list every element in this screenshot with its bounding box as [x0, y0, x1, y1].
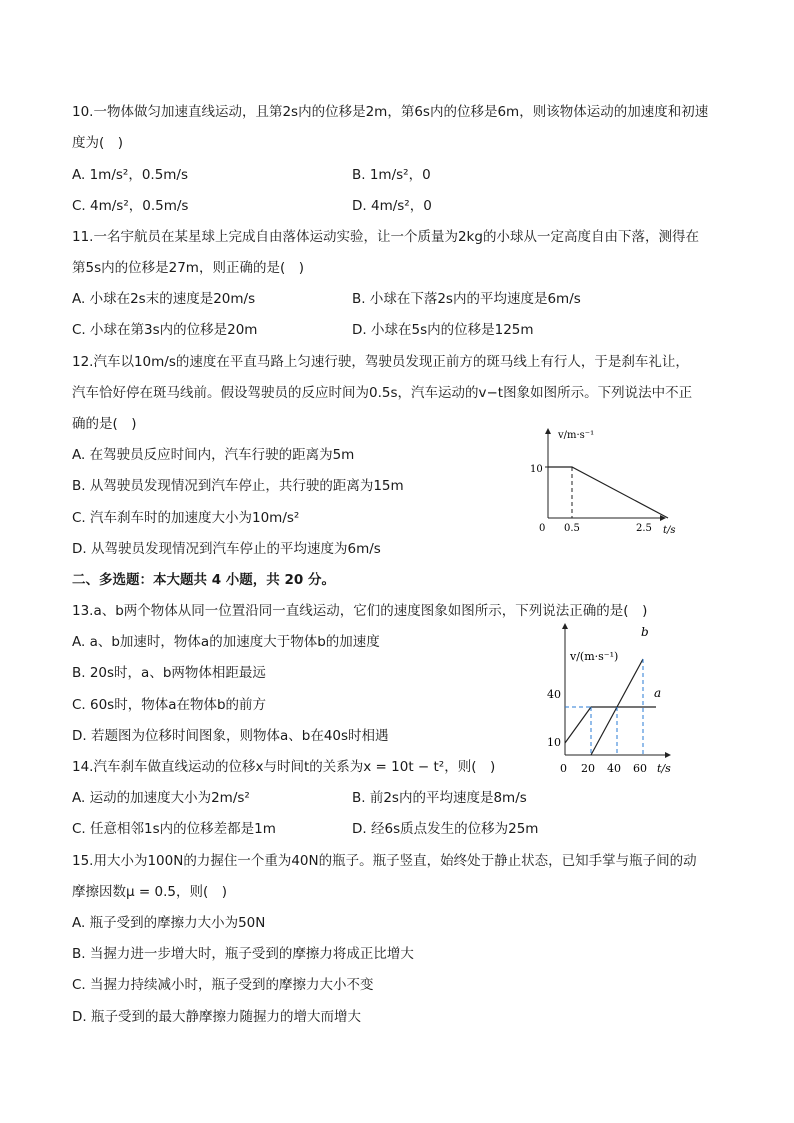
- q11-option-c: C. 小球在第3s内的位移是20m: [72, 322, 258, 338]
- q12-x-tick-2.5: 2.5: [636, 523, 652, 534]
- section-2-heading: 二、多选题：本大题共 4 小题，共 20 分。: [72, 572, 335, 588]
- q12-x-tick-0.5: 0.5: [564, 523, 580, 534]
- q14-option-c: C. 任意相邻1s内的位移差都是1m: [72, 821, 276, 837]
- q13-origin-label: 0: [560, 762, 567, 775]
- q12-y-axis-label: v/m·s⁻¹: [558, 430, 595, 441]
- q14-stem-line1: 14.汽车刹车做直线运动的位移x与时间t的关系为x = 10t − t²，则( ): [72, 759, 496, 775]
- q13-option-b: B. 20s时，a、b两物体相距最远: [72, 665, 266, 681]
- q12-stem-line2: 汽车恰好停在斑马线前。假设驾驶员的反应时间为0.5s，汽车运动的v−t图象如图所示。下列说法中不正: [72, 385, 693, 401]
- q12-y-tick-10: 10: [530, 464, 543, 475]
- q13-series-a-label: a: [654, 686, 662, 700]
- q11-option-b: B. 小球在下落2s内的平均速度是6m/s: [352, 291, 581, 307]
- q13-series-b-label: b: [641, 625, 649, 639]
- q12-stem-line1: 12.汽车以10m/s的速度在平直马路上匀速行驶，驾驶员发现正前方的斑马线上有行人，于是刹车礼让，: [72, 354, 689, 370]
- q11-option-a: A. 小球在2s末的速度是20m/s: [72, 291, 256, 307]
- q12-option-c: C. 汽车刹车时的加速度大小为10m/s²: [72, 510, 300, 526]
- q14-option-b: B. 前2s内的平均速度是8m/s: [352, 790, 527, 806]
- q11-option-d: D. 小球在5s内的位移是125m: [352, 322, 534, 338]
- q12-option-d: D. 从驾驶员发现情况到汽车停止的平均速度为6m/s: [72, 541, 381, 557]
- q12-origin-label: 0: [539, 523, 546, 534]
- q13-vt-chart: [540, 618, 680, 778]
- q10-option-d: D. 4m/s²，0: [352, 198, 432, 214]
- q14-option-a: A. 运动的加速度大小为2m/s²: [72, 790, 250, 806]
- q15-option-c: C. 当握力持续减小时，瓶子受到的摩擦力大小不变: [72, 977, 374, 993]
- q12-stem-line3: 确的是( ): [72, 416, 137, 432]
- q11-stem-line2: 第5s内的位移是27m，则正确的是( ): [72, 260, 304, 276]
- q15-option-b: B. 当握力进一步增大时，瓶子受到的摩擦力将成正比增大: [72, 946, 414, 962]
- q13-y-axis-label: v/(m·s⁻¹): [570, 650, 619, 663]
- q13-x-tick-40: 40: [607, 762, 621, 775]
- q14-option-d: D. 经6s质点发生的位移为25m: [352, 821, 539, 837]
- q12-option-b: B. 从驾驶员发现情况到汽车停止，共行驶的距离为15m: [72, 478, 404, 494]
- q15-stem-line1: 15.用大小为100N的力握住一个重为40N的瓶子。瓶子竖直，始终处于静止状态，已知手掌与瓶子间的动: [72, 853, 697, 869]
- q13-option-a: A. a、b加速时，物体a的加速度大于物体b的加速度: [72, 634, 380, 650]
- q13-stem-line1: 13.a、b两个物体从同一位置沿同一直线运动，它们的速度图象如图所示，下列说法正确的是( ): [72, 603, 648, 619]
- q15-option-d: D. 瓶子受到的最大静摩擦力随握力的增大而增大: [72, 1009, 361, 1025]
- q15-stem-line2: 摩擦因数μ = 0.5，则( ): [72, 884, 227, 900]
- q13-x-axis-label: t/s: [657, 762, 671, 775]
- q13-option-d: D. 若题图为位移时间图象，则物体a、b在40s时相遇: [72, 728, 389, 744]
- q10-option-b: B. 1m/s²，0: [352, 167, 431, 183]
- q10-option-c: C. 4m/s²，0.5m/s: [72, 198, 189, 214]
- q12-x-axis-label: t/s: [663, 525, 676, 536]
- q12-option-a: A. 在驾驶员反应时间内，汽车行驶的距离为5m: [72, 447, 355, 463]
- q10-stem-line2: 度为( ): [72, 135, 124, 151]
- q13-x-tick-60: 60: [633, 762, 647, 775]
- q13-option-c: C. 60s时，物体a在物体b的前方: [72, 697, 267, 713]
- q15-option-a: A. 瓶子受到的摩擦力大小为50N: [72, 915, 266, 931]
- q13-x-tick-20: 20: [581, 762, 595, 775]
- q12-vt-chart: [525, 425, 685, 540]
- q10-stem-line1: 10.一物体做匀加速直线运动，且第2s内的位移是2m，第6s内的位移是6m，则该物体运动的加速度和初速: [72, 104, 709, 120]
- q10-option-a: A. 1m/s²，0.5m/s: [72, 167, 189, 183]
- q12-velocity-line: [548, 467, 668, 518]
- q13-series-a-line: [565, 707, 656, 743]
- q13-y-tick-10: 10: [547, 736, 561, 749]
- q11-stem-line1: 11.一名宇航员在某星球上完成自由落体运动实验，让一个质量为2kg的小球从一定高度自由下落，测得在: [72, 229, 699, 245]
- q13-y-tick-40: 40: [547, 688, 561, 701]
